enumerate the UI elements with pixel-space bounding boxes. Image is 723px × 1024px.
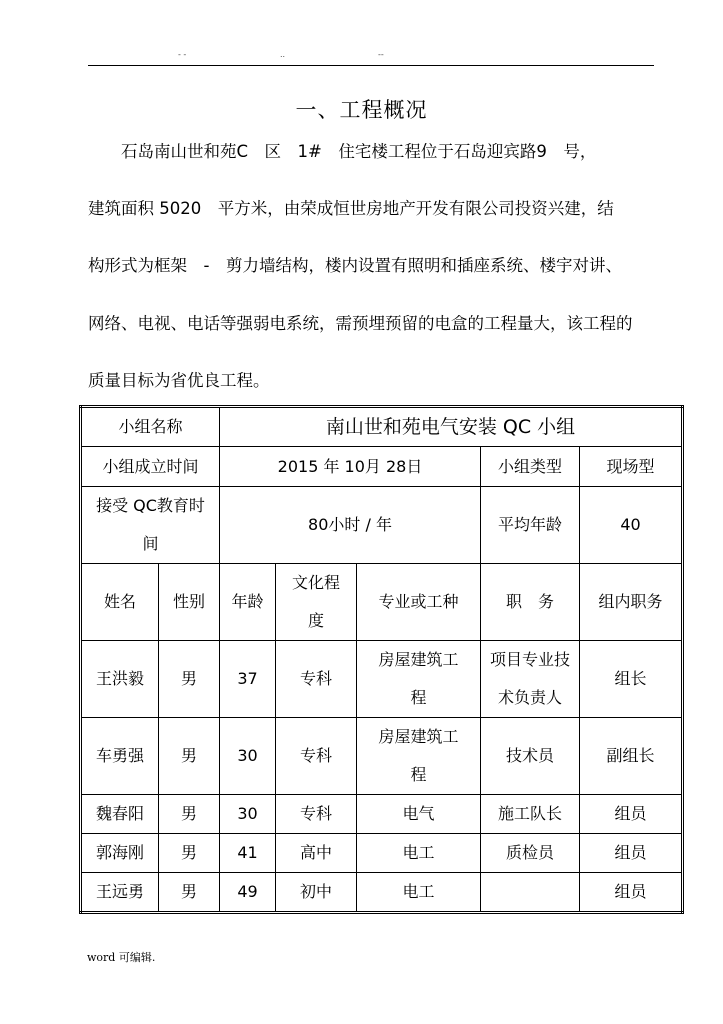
member-position-line: 术负责人 xyxy=(498,688,563,707)
paragraph-line: 石岛南山世和苑C 区 1# 住宅楼工程位于石岛迎宾路9 号， xyxy=(88,142,597,161)
education-time-label-line: 间 xyxy=(142,534,159,553)
group-type-value: 现场型 xyxy=(580,447,683,487)
member-specialty xyxy=(357,641,481,718)
member-education: 专科 xyxy=(276,718,357,795)
section-title: 一、工程概况 xyxy=(295,98,428,122)
member-specialty-line: 房屋建筑工 xyxy=(378,650,459,669)
member-specialty-line: 程 xyxy=(410,765,427,784)
member-gender: 男 xyxy=(159,834,220,873)
paragraph-line: 网络、电视、电话等强弱电系统，需预埋预留的电盒的工程量大，该工程的 xyxy=(88,314,633,333)
member-role: 组长 xyxy=(580,641,683,718)
member-role: 组员 xyxy=(580,834,683,873)
member-role: 副组长 xyxy=(580,718,683,795)
header-mark: -- xyxy=(378,50,384,59)
member-age: 49 xyxy=(220,873,276,913)
member-age: 30 xyxy=(220,795,276,834)
member-name: 王远勇 xyxy=(81,873,159,913)
qc-group-table xyxy=(79,405,684,914)
col-header-education-line: 文化程 xyxy=(292,573,341,592)
header-mark: .. xyxy=(280,50,286,59)
member-specialty-line: 程 xyxy=(410,688,427,707)
member-age: 37 xyxy=(220,641,276,718)
education-time-label xyxy=(81,487,220,564)
group-name-label: 小组名称 xyxy=(81,407,220,447)
member-gender: 男 xyxy=(159,795,220,834)
table-row xyxy=(81,718,683,795)
col-header-education xyxy=(276,564,357,641)
member-name: 魏春阳 xyxy=(81,795,159,834)
member-specialty-line: 房屋建筑工 xyxy=(378,727,459,746)
table-row xyxy=(81,641,683,718)
group-type-label: 小组类型 xyxy=(481,447,580,487)
member-role: 组员 xyxy=(580,795,683,834)
footer-note: word 可编辑. xyxy=(87,951,156,964)
member-name: 王洪毅 xyxy=(81,641,159,718)
member-age: 30 xyxy=(220,718,276,795)
avg-age-label: 平均年龄 xyxy=(481,487,580,564)
member-education: 专科 xyxy=(276,795,357,834)
member-position xyxy=(481,873,580,913)
header-mark: - - xyxy=(178,50,187,59)
member-gender: 男 xyxy=(159,718,220,795)
education-time-label-line: 接受 QC教育时 xyxy=(96,496,205,515)
member-position: 质检员 xyxy=(481,834,580,873)
table-row xyxy=(81,873,683,913)
member-education: 专科 xyxy=(276,641,357,718)
member-age: 41 xyxy=(220,834,276,873)
founded-label: 小组成立时间 xyxy=(81,447,220,487)
member-gender: 男 xyxy=(159,641,220,718)
col-header-age: 年龄 xyxy=(220,564,276,641)
col-header-specialty: 专业或工种 xyxy=(357,564,481,641)
table-row xyxy=(81,834,683,873)
table-row xyxy=(81,795,683,834)
founded-value: 2015 年 10月 28日 xyxy=(220,447,481,487)
member-name: 车勇强 xyxy=(81,718,159,795)
member-position: 施工队长 xyxy=(481,795,580,834)
col-header-education-line: 度 xyxy=(308,611,325,630)
member-position xyxy=(481,641,580,718)
paragraph-line: 质量目标为省优良工程。 xyxy=(88,371,270,390)
header-marks xyxy=(0,50,723,64)
education-time-value: 80小时 / 年 xyxy=(220,487,481,564)
member-specialty xyxy=(357,718,481,795)
member-specialty: 电工 xyxy=(357,873,481,913)
member-specialty: 电工 xyxy=(357,834,481,873)
group-name-value: 南山世和苑电气安装 QC 小组 xyxy=(220,407,683,447)
member-gender: 男 xyxy=(159,873,220,913)
col-header-role: 组内职务 xyxy=(580,564,683,641)
col-header-gender: 性别 xyxy=(159,564,220,641)
member-education: 高中 xyxy=(276,834,357,873)
col-header-position: 职 务 xyxy=(481,564,580,641)
member-education: 初中 xyxy=(276,873,357,913)
member-specialty: 电气 xyxy=(357,795,481,834)
member-position-line: 项目专业技 xyxy=(490,650,571,669)
member-name: 郭海刚 xyxy=(81,834,159,873)
avg-age-value: 40 xyxy=(580,487,683,564)
col-header-name: 姓名 xyxy=(81,564,159,641)
header-rule xyxy=(88,65,654,66)
member-position: 技术员 xyxy=(481,718,580,795)
paragraph-line: 建筑面积 5020 平方米，由荣成恒世房地产开发有限公司投资兴建，结 xyxy=(88,199,614,218)
member-role: 组员 xyxy=(580,873,683,913)
paragraph-line: 构形式为框架 - 剪力墙结构，楼内设置有照明和插座系统、楼宇对讲、 xyxy=(88,256,622,275)
